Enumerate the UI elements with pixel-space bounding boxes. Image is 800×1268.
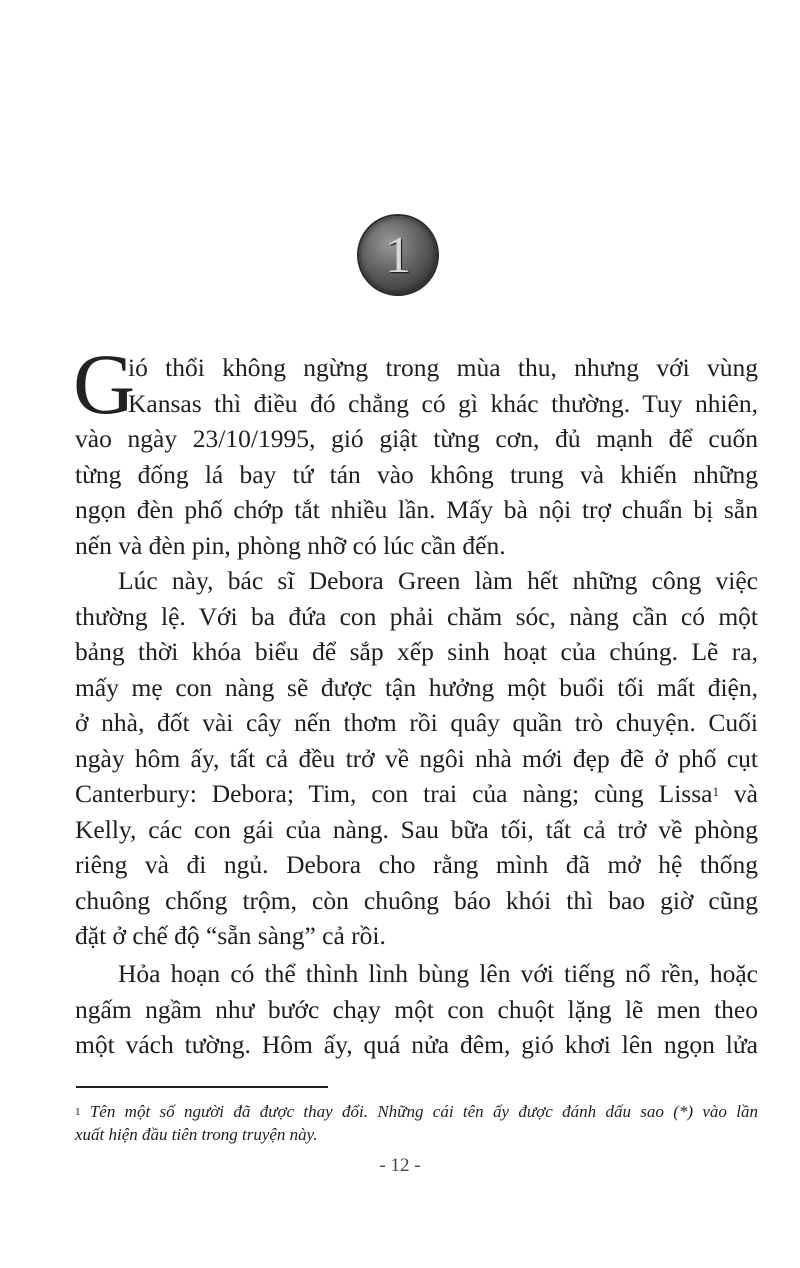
footnote-text: Tên một số người đã được thay đổi. Những cái tên ấy được đánh dấu sao (*) vào lần bbox=[80, 1102, 758, 1121]
text-segment: mấy mẹ con nàng sẽ được tận hưởng một buổi tối mất điện, bbox=[75, 672, 758, 702]
text-segment: chuông chống trộm, còn chuông báo khói thì bao giờ cũng bbox=[75, 885, 758, 915]
text-line bbox=[75, 742, 758, 776]
text-segment: bảng thời khóa biểu để sắp xếp sinh hoạt của chúng. Lẽ ra, bbox=[75, 637, 758, 666]
text-segment: và bbox=[718, 779, 758, 808]
text-segment: Lúc này, bác sĩ Debora Green làm hết những công việc bbox=[118, 566, 758, 595]
text-segment: từng đống lá bay tứ tán vào không trung và khiến những bbox=[75, 459, 758, 489]
footnote-reference: 1 bbox=[712, 784, 719, 799]
text-segment: một vách tường. Hôm ấy, quá nửa đêm, gió khơi lên ngọn lửa bbox=[75, 1030, 758, 1059]
text-line bbox=[75, 884, 758, 918]
text-segment: vào ngày 23/10/1995, gió giật từng cơn, đủ mạnh để cuốn bbox=[75, 424, 758, 453]
footnote-marker: 1 bbox=[75, 1106, 81, 1118]
text-line bbox=[75, 813, 758, 847]
text-segment: Hỏa hoạn có thể thình lình bùng lên với tiếng nổ rền, hoặc bbox=[118, 959, 758, 988]
text-segment: Kansas thì điều đó chẳng có gì khác thường. Tuy nhiên, bbox=[128, 388, 758, 418]
text-segment: nến và đèn pin, phòng nhỡ có lúc cần đến. bbox=[75, 530, 506, 560]
text-line bbox=[75, 529, 758, 563]
page-number: - 12 - bbox=[379, 1155, 421, 1176]
text-segment: Kelly, các con gái của nàng. Sau bữa tối, tất cả trở về phòng bbox=[75, 814, 758, 844]
text-line bbox=[75, 919, 758, 953]
text-line bbox=[128, 351, 758, 385]
text-line bbox=[75, 1028, 758, 1062]
text-line bbox=[75, 671, 758, 705]
text-line bbox=[75, 600, 758, 634]
chapter-number: 1 bbox=[385, 227, 411, 284]
text-line bbox=[75, 848, 758, 882]
text-line bbox=[75, 493, 758, 527]
text-line bbox=[75, 422, 758, 456]
text-line bbox=[75, 993, 758, 1027]
chapter-number-badge bbox=[359, 216, 437, 294]
text-line bbox=[75, 777, 758, 811]
text-segment: ở nhà, đốt vài cây nến thơm rồi quây quần trò chuyện. Cuối bbox=[75, 708, 758, 737]
text-line bbox=[75, 458, 758, 492]
text-segment: ió thổi không ngừng trong mùa thu, nhưng với vùng bbox=[128, 353, 758, 382]
footnote-line bbox=[75, 1101, 758, 1123]
text-segment: ngày hôm ấy, tất cả đều trở về ngôi nhà mới đẹp đẽ ở phố cụt bbox=[75, 743, 758, 773]
text-segment: thường lệ. Với ba đứa con phải chăm sóc, nàng cần có một bbox=[75, 601, 758, 631]
text-segment: đặt ở chế độ “sẵn sàng” cả rồi. bbox=[75, 921, 386, 950]
text-line bbox=[75, 635, 758, 669]
text-segment: ngọn đèn phố chớp tắt nhiều lần. Mấy bà nội trợ chuẩn bị sẵn bbox=[75, 495, 758, 524]
text-line bbox=[75, 706, 758, 740]
drop-cap: G bbox=[73, 336, 136, 432]
text-line bbox=[118, 564, 758, 598]
footnote-divider bbox=[76, 1086, 328, 1088]
text-segment: riêng và đi ngủ. Debora cho rằng mình đã mở hệ thống bbox=[75, 850, 758, 879]
text-line bbox=[128, 387, 758, 421]
text-segment: Canterbury: Debora; Tim, con trai của nàng; cùng Lissa bbox=[75, 779, 713, 808]
text-segment: ngấm ngầm như bước chạy một con chuột lặng lẽ men theo bbox=[75, 994, 758, 1024]
text-line bbox=[118, 957, 758, 991]
footnote-line: xuất hiện đầu tiên trong truyện này. bbox=[75, 1125, 318, 1144]
